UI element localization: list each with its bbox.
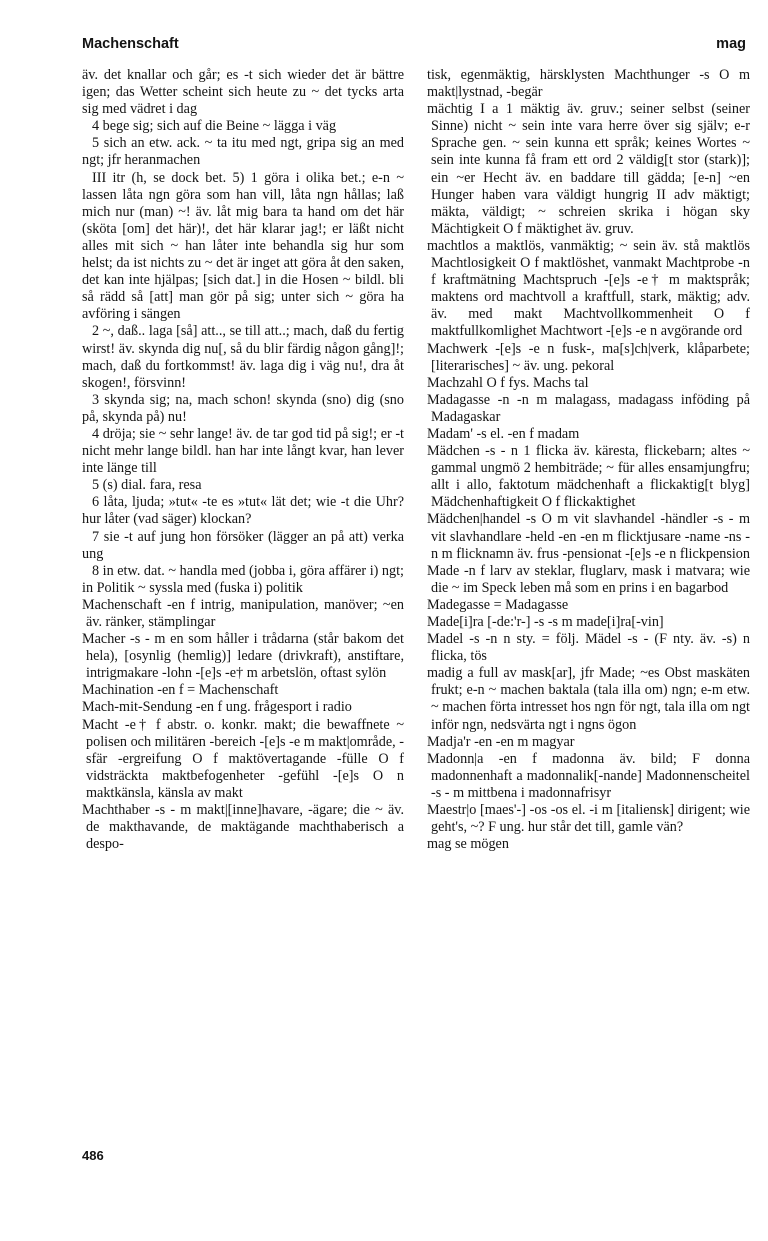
- dictionary-entry: Madonn|a -en f madonna äv. bild; F donna madonnenhaft a madonnalik[-nande] Madonnenscheitel -s - m mittbena i madonnafrisyr: [427, 750, 750, 801]
- dictionary-entry: 7 sie -t auf jung hon försöker (lägger an på att) verka ung: [82, 528, 404, 562]
- dictionary-entry: madig a full av mask[ar], jfr Made; ~es Obst maskäten frukt; e-n ~ machen baktala (tala illa om) ngn; e-m etw. ~ machen förta intresset hos ngn för ngt, tala illa om ngt inför ngn, nedsvärta ngt i ngns ögon: [427, 665, 750, 733]
- dictionary-entry: Mädchen|handel -s O m vit slavhandel -händler -s - m vit slavhandlare -held -en -en m flicktjusare -name -ns -n m flicknamn äv. frus -pensionat -[e]s -e n flickpension: [427, 511, 750, 562]
- dictionary-entry: Macht -e† f abstr. o. konkr. makt; die bewaffnete ~ polisen och militären -bereich -[e]s -e m makt|område, -sfär -ergreifung O f maktövertagande -fülle O f vidsträckta maktbefogenheter -gefühl -[e]s O n maktkänsla, känsla av makt: [82, 716, 404, 801]
- dictionary-entry: Madel -s -n n sty. = följ. Mädel -s - (F nty. äv. -s) n flicka, tös: [427, 631, 750, 665]
- dictionary-entry: Madagasse -n -n m malagass, madagass inföding på Madagaskar: [427, 391, 750, 425]
- left-guideword: Machenschaft: [82, 36, 179, 52]
- dictionary-entry: III itr (h, se dock bet. 5) 1 göra i olika bet.; e-n ~ lassen låta ngn göra som han vill, låta ngn hållas; laß mich nur (man) ~! äv. låt mig bara ta hand om det här (sköta [om] det här)!, det här klarar jag!; er läßt nicht alles mit sich ~ han låter inte behandla sig hur som helst; da ist nichts zu ~ det är inget att göra åt den saken, det kan inte hjälpas; [sich dat.] in die Hosen ~ bildl. bli så rädd så [att] man gör på sig; unter sich ~ göra ha avföring i sängen: [82, 169, 404, 323]
- dictionary-entry: tisk, egenmäktig, härsklysten Machthunger -s O m makt|lystnad, -begär: [427, 67, 750, 101]
- dictionary-entry: äv. det knallar och går; es -t sich wieder det är bättre igen; das Wetter scheint sich heute zu ~ det tycks arta sig med vädret i dag: [82, 67, 404, 118]
- dictionary-entry: machtlos a maktlös, vanmäktig; ~ sein äv. stå maktlös Machtlosigkeit O f maktlöshet, vanmakt Machtprobe -n f kraftmätning Machtspruch -[e]s -e† m maktspråk; maktens ord machtvoll a kraftfull, stark, mäktig; adv. äv. med makt Machtvollkommenheit O f maktfullkomlighet Machtwort -[e]s -e n avgörande ord: [427, 237, 750, 340]
- dictionary-entry: Macher -s - m en som håller i trådarna (står bakom det hela), [osynlig (hemlig)] ledare (drivkraft), anstiftare, intrigmakare -lohn -[e]s -e† m arbetslön, oftast sylön: [82, 631, 404, 682]
- right-column: [427, 67, 750, 853]
- dictionary-entry: 5 sich an etw. ack. ~ ta itu med ngt, gripa sig an med ngt; jfr heranmachen: [82, 135, 404, 169]
- dictionary-entry: Mach-mit-Sendung -en f ung. frågesport i radio: [82, 699, 352, 716]
- page-number: 486: [82, 1148, 104, 1163]
- dictionary-entry: 6 låta, ljuda; »tut« -te es »tut« lät det; wie -t die Uhr? hur låter (vad säger) klockan?: [82, 494, 404, 528]
- dictionary-entry: Madegasse = Madagasse: [427, 596, 569, 613]
- dictionary-entry: Machwerk -[e]s -e n fusk-, ma[s]ch|verk, klåparbete; [literarisches] ~ äv. ung. pekoral: [427, 340, 750, 374]
- left-column: [82, 67, 404, 853]
- dictionary-entry: Machenschaft -en f intrig, manipulation, manöver; ~en äv. ränker, stämplingar: [82, 596, 404, 630]
- dictionary-entry: Machination -en f = Machenschaft: [82, 682, 279, 699]
- dictionary-entry: 2 ~, daß.. laga [så] att.., se till att..; mach, daß du fertig wirst! äv. skynda dig nu[, så du blir färdig någon gång]!; mach, daß du fortkommst! äv. laga dig i väg nu!, dra åt skogen!, försvinn!: [82, 323, 404, 391]
- dictionary-entry: Madja'r -en -en m magyar: [427, 733, 575, 750]
- dictionary-entry: Made -n f larv av steklar, fluglarv, mask i matvara; wie die ~ im Speck leben må som en prins i en bagarbod: [427, 562, 750, 596]
- dictionary-entry: Maestr|o [maes'-] -os -os el. -i m [italiensk] dirigent; wie geht's, ~? F ung. hur står det till, gamle vän?: [427, 802, 750, 836]
- dictionary-entry: Machzahl O f fys. Machs tal: [427, 374, 589, 391]
- dictionary-entry: Mädchen -s - n 1 flicka äv. käresta, flickebarn; altes ~ gammal ungmö 2 hembiträde; ~ für alles ensamjungfru; allt i allo, faktotum mädchenhaft a flickaktig[t blyg] Mädchenhaftigkeit O f flickaktighet: [427, 443, 750, 511]
- dictionary-entry: 5 (s) dial. fara, resa: [92, 477, 202, 494]
- dictionary-entry: 4 dröja; sie ~ sehr lange! äv. de tar god tid på sig!; er -t nicht mehr lange bildl. han har inte långt kvar, han lever inte länge till: [82, 425, 404, 477]
- dictionary-entry: mächtig I a 1 mäktig äv. gruv.; seiner selbst (seiner Sinne) nicht ~ sein inte vara herre över sig själv; e-r Sprache gen. ~ sein kunna ett språk; keines Wortes ~ sein inte kunna få fram ett ord 2 väldig[t stor (stark)]; ein ~er Hecht äv. en baddare till gädda; [e-n] ~en Hunger haben vara väldigt hungrig II adv mäktigt; mäkta, väldigt; ~ schreien skrika i högan sky Mächtigkeit O f mäktighet äv. gruv.: [427, 101, 750, 237]
- dictionary-entry: mag se mögen: [427, 836, 509, 853]
- right-guideword: mag: [716, 36, 746, 52]
- dictionary-entry: 3 skynda sig; na, mach schon! skynda (sno) dig (sno på, skynda på) nu!: [82, 391, 404, 425]
- dictionary-entry: Machthaber -s - m makt|[inne]havare, -ägare; die ~ äv. de makthavande, de maktägande machthaberisch a despo-: [82, 802, 404, 853]
- dictionary-entry: Madam' -s el. -en f madam: [427, 425, 580, 442]
- dictionary-entry: 4 bege sig; sich auf die Beine ~ lägga i väg: [92, 118, 337, 135]
- dictionary-entry: 8 in etw. dat. ~ handla med (jobba i, göra affärer i) ngt; in Politik ~ syssla med (fuska i) politik: [82, 562, 404, 596]
- dictionary-entry: Made[i]ra [-de:'r-] -s -s m made[i]ra[-vin]: [427, 614, 664, 630]
